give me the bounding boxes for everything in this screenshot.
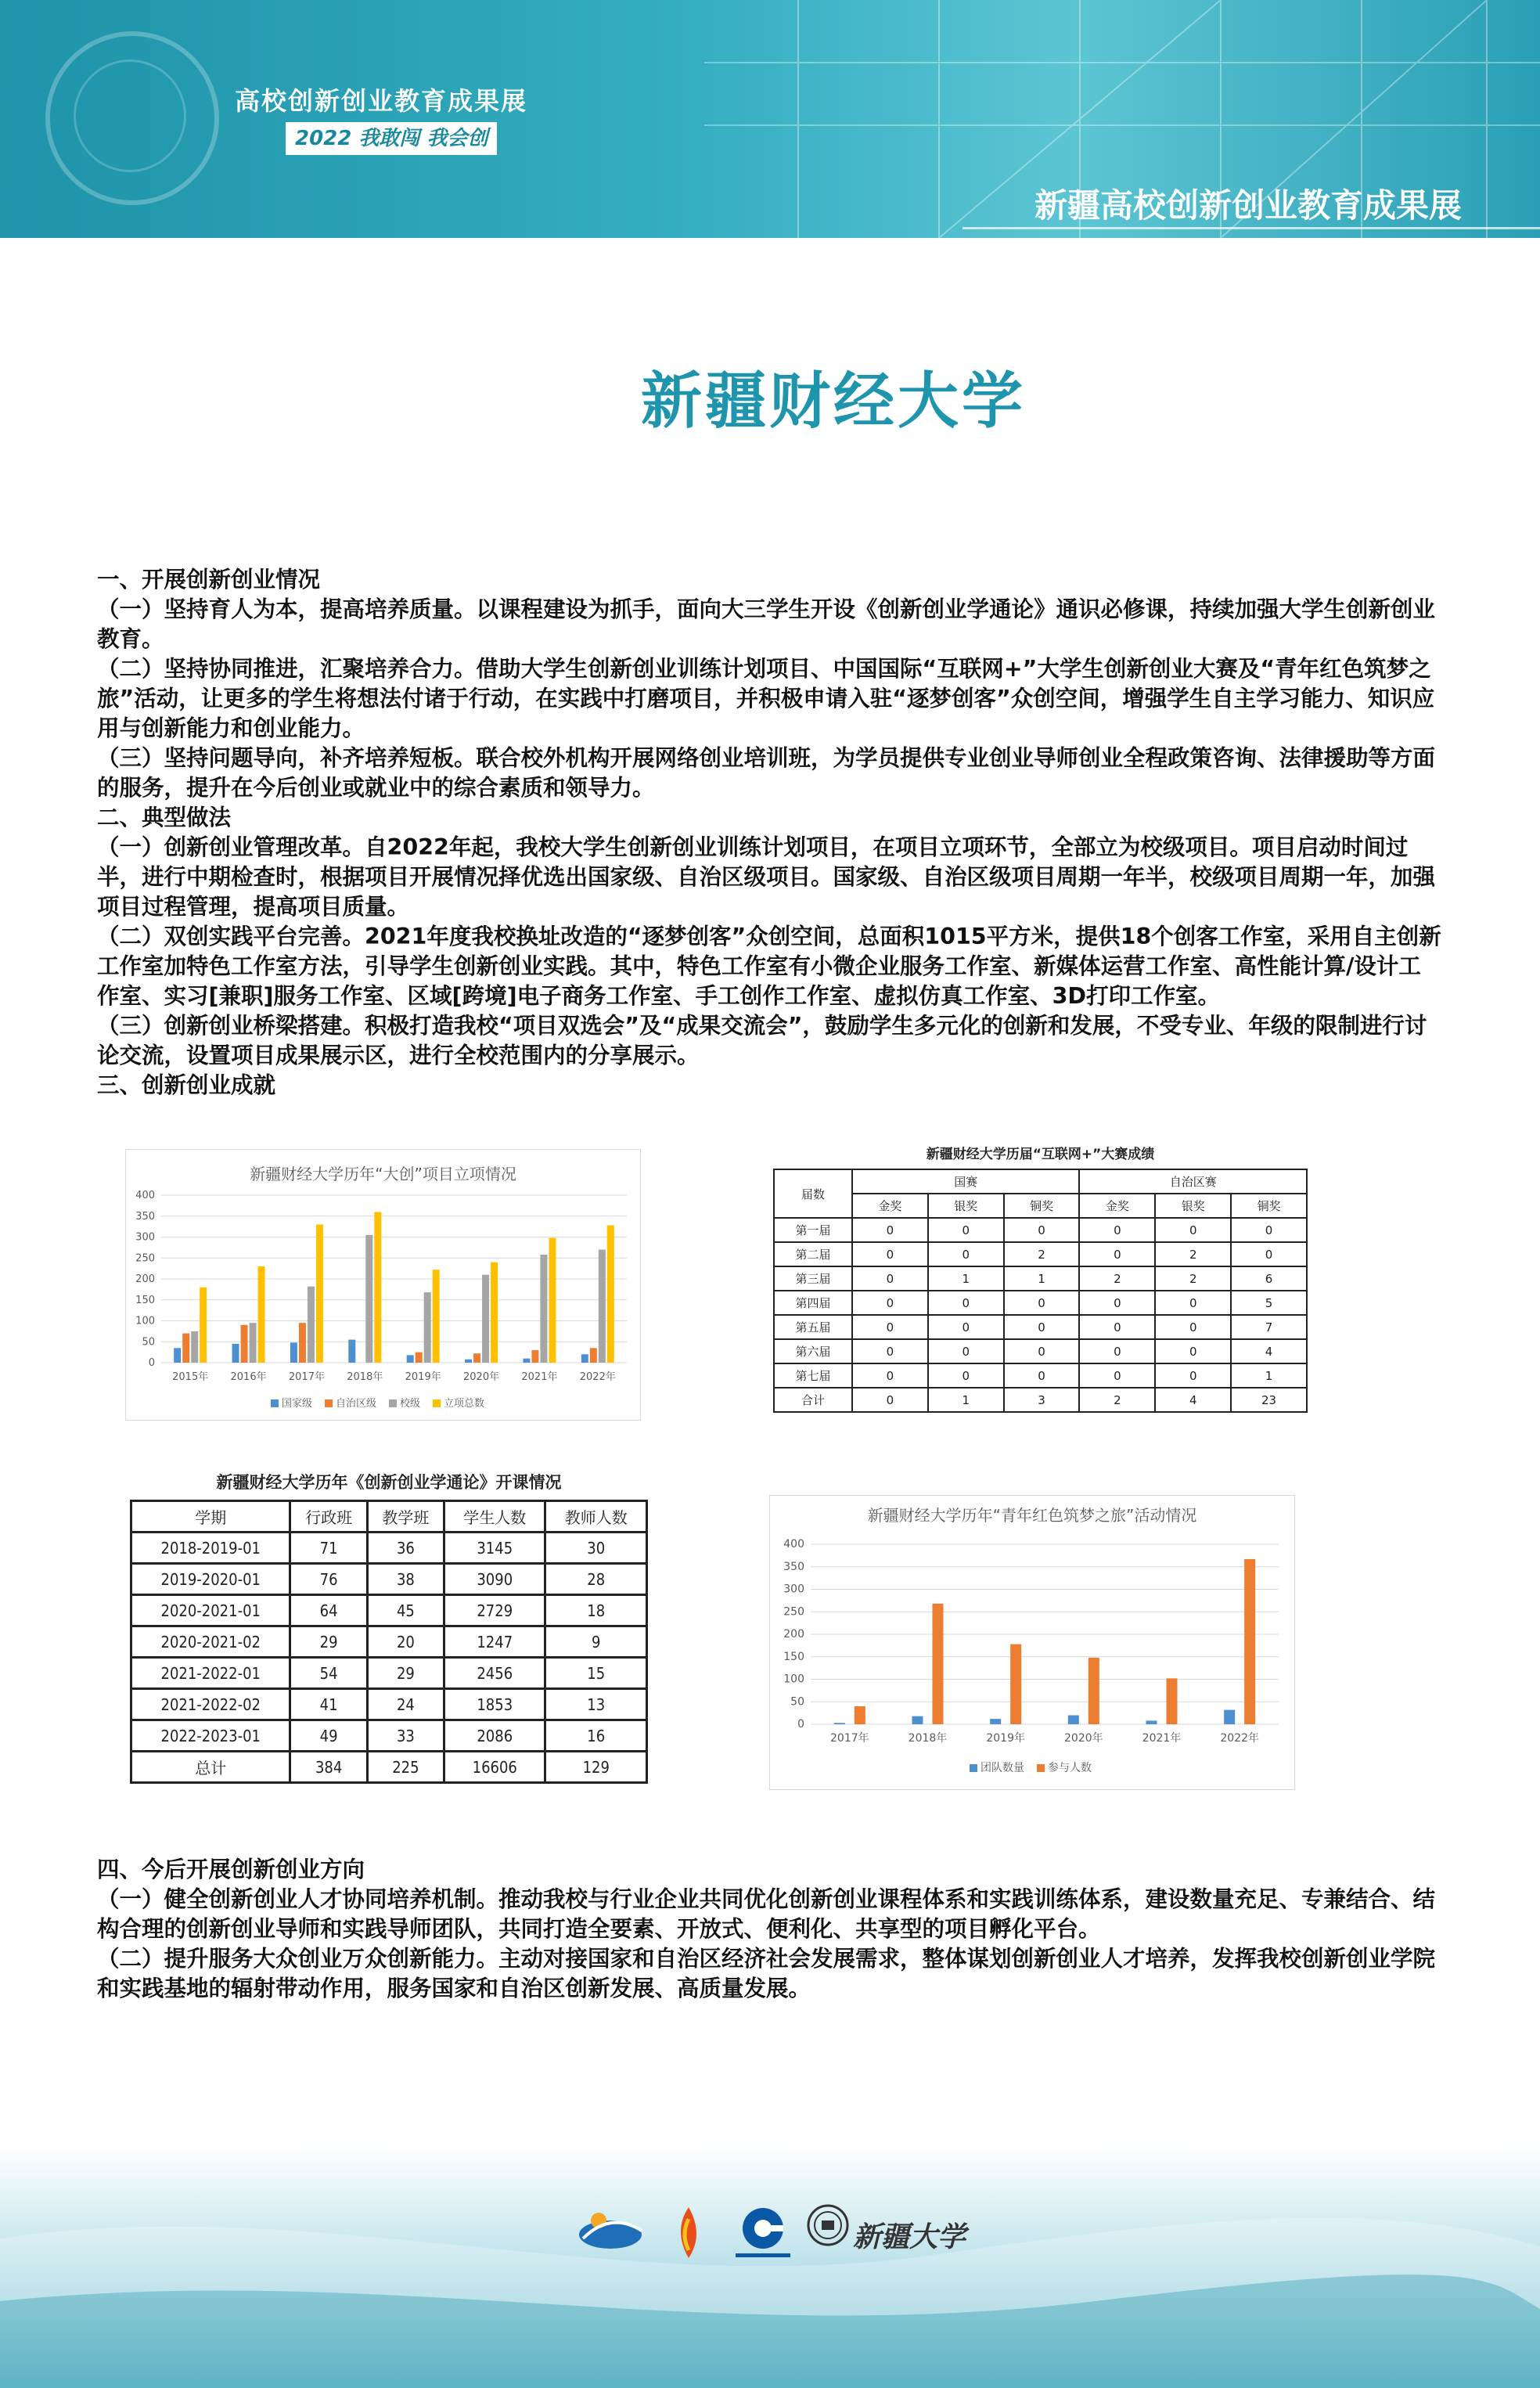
x-tick-label: 2022年	[1220, 1732, 1259, 1745]
table-cell: 23	[1231, 1388, 1307, 1412]
table-cell: 76	[290, 1564, 367, 1595]
bar-自治区级	[299, 1323, 306, 1363]
table-cell: 2019-2020-01	[131, 1564, 290, 1595]
table-subheader: 银奖	[928, 1194, 1004, 1218]
bar-校级	[482, 1275, 489, 1363]
paragraph: （一）坚持育人为本，提高培养质量。以课程建设为抓手，面向大三学生开设《创新创业学通论》通识必修课，持续加强大学生创新创业教育。	[97, 596, 1436, 652]
table-subheader: 银奖	[1155, 1194, 1231, 1218]
y-tick-label: 100	[783, 1673, 804, 1686]
table-row	[131, 1533, 647, 1564]
table-cell: 6	[1231, 1266, 1307, 1291]
paragraph: （二）双创实践平台完善。2021年度我校换址改造的“逐梦创客”众创空间，总面积1015平方米，提供18个创客工作室，采用自主创新工作室加特色工作室方法，引导学生创新创业实践。其中，特色工作室有小微企业服务工作室、新媒体运营工作室、高性能计算/设计工作室、实习[兼职]服务工作室、区域[跨境]电子商务工作室、手工创作工作室、虚拟仿真工作室、3D打印工作室。	[97, 924, 1441, 1009]
sponsor-logo-1-icon	[575, 2203, 646, 2254]
bar-参与人数	[1167, 1678, 1178, 1724]
bar-参与人数	[1088, 1658, 1099, 1724]
y-tick-label: 0	[797, 1718, 804, 1731]
table-row	[131, 1720, 647, 1752]
table-cell: 0	[1079, 1315, 1155, 1339]
table-cell: 0	[1004, 1339, 1080, 1363]
bar-团队数量	[1224, 1710, 1235, 1724]
paragraph: （三）坚持问题导向，补齐培养短板。联合校外机构开展网络创业培训班，为学员提供专业创业导师创业全程政策咨询、法律援助等方面的服务，提升在今后创业或就业中的综合素质和领导力。	[97, 745, 1436, 801]
y-tick-label: 150	[135, 1294, 155, 1306]
table-header: 届数	[774, 1169, 852, 1218]
table-cell: 0	[1004, 1291, 1080, 1315]
table-cell: 1	[928, 1388, 1004, 1412]
table-cell: 0	[1079, 1242, 1155, 1266]
expo-title: 高校创新创业教育成果展	[235, 86, 528, 116]
bar-自治区级	[531, 1350, 538, 1363]
table-cell: 0	[1079, 1218, 1155, 1242]
bar-团队数量	[1068, 1716, 1079, 1725]
bar-国家级	[523, 1359, 530, 1363]
y-tick-label: 250	[783, 1605, 804, 1619]
table-cell: 第四届	[774, 1291, 852, 1315]
table-header: 教学班	[367, 1501, 444, 1533]
table-cell: 0	[852, 1339, 928, 1363]
table-cell: 2018-2019-01	[131, 1533, 290, 1564]
y-tick-label: 400	[135, 1190, 155, 1201]
bar-自治区级	[473, 1353, 480, 1363]
table-cell: 2086	[444, 1720, 545, 1752]
table-cell: 2456	[444, 1658, 545, 1689]
university-emblem-watermark	[45, 31, 219, 205]
table-cell: 第三届	[774, 1266, 852, 1291]
bar-参与人数	[855, 1706, 865, 1724]
table-row	[774, 1291, 1307, 1315]
table-cell: 合计	[774, 1388, 852, 1412]
table-cell: 45	[367, 1595, 444, 1626]
section-heading: 四、今后开展创新创业方向	[97, 1857, 365, 1882]
table-cell: 2	[1079, 1266, 1155, 1291]
table-title: 新疆财经大学历届“互联网+”大赛成绩	[926, 1147, 1155, 1162]
table-header: 学期	[131, 1501, 290, 1533]
table-cell: 2021-2022-01	[131, 1658, 290, 1689]
table-cell: 15	[545, 1658, 647, 1689]
table-cell: 0	[1155, 1218, 1231, 1242]
table-cell: 33	[367, 1720, 444, 1752]
y-tick-label: 150	[783, 1650, 804, 1663]
table-cell: 0	[852, 1218, 928, 1242]
table-cell: 64	[290, 1595, 367, 1626]
table-cell: 0	[928, 1242, 1004, 1266]
header-underline	[962, 227, 1540, 229]
legend-swatch	[1037, 1764, 1045, 1772]
table-cell: 38	[367, 1564, 444, 1595]
table-cell: 0	[928, 1291, 1004, 1315]
table-cell: 20	[367, 1626, 444, 1658]
footer-band	[0, 2145, 1540, 2388]
table-cell: 49	[290, 1720, 367, 1752]
table-row	[774, 1315, 1307, 1339]
chart-title: 新疆财经大学历年“大创”项目立项情况	[250, 1165, 516, 1183]
table-cell: 29	[290, 1626, 367, 1658]
bar-团队数量	[990, 1719, 1001, 1724]
table-cell: 0	[1079, 1291, 1155, 1315]
x-tick-label: 2020年	[1064, 1732, 1103, 1745]
legend-swatch	[271, 1399, 279, 1407]
footer-wave-decoration	[0, 2145, 1540, 2388]
y-tick-label: 50	[142, 1336, 155, 1349]
paragraph: （一）健全创新创业人才协同培养机制。推动我校与行业企业共同优化创新创业课程体系和实践训练体系，建设数量充足、专兼结合、结构合理的创新创业导师和实践导师团队，共同打造全要素、开放式、便利化、共享型的项目孵化平台。	[97, 1886, 1436, 1942]
x-tick-label: 2020年	[463, 1371, 500, 1383]
y-tick-label: 200	[135, 1273, 155, 1285]
table-cell: 13	[545, 1689, 647, 1720]
legend-label: 参与人数	[1048, 1762, 1092, 1774]
table-internet-plus	[773, 1169, 1308, 1413]
bar-国家级	[581, 1354, 588, 1363]
table-cell: 16606	[444, 1752, 545, 1783]
paragraph: （二）提升服务大众创业万众创新能力。主动对接国家和自治区经济社会发展需求，整体谋划创新创业人才培养，发挥我校创新创业学院和实践基地的辐射带动作用，服务国家和自治区创新发展、高质量发展。	[97, 1946, 1436, 2001]
table-cell: 3145	[444, 1533, 545, 1564]
bar-校级	[365, 1235, 372, 1363]
table-cell: 1	[1004, 1266, 1080, 1291]
body-text	[97, 565, 1443, 1100]
table-title: 新疆财经大学历年《创新创业学通论》开课情况	[216, 1473, 562, 1492]
chart-red-journey-svg	[770, 1496, 1294, 1789]
table-cell: 5	[1231, 1291, 1307, 1315]
table-cell: 2020-2021-02	[131, 1626, 290, 1658]
bar-校级	[599, 1250, 606, 1363]
table-row	[774, 1388, 1307, 1412]
bar-自治区级	[416, 1352, 423, 1363]
x-tick-label: 2021年	[1142, 1732, 1182, 1745]
table-cell: 0	[1079, 1339, 1155, 1363]
table-cell: 1247	[444, 1626, 545, 1658]
table-cell: 0	[852, 1242, 928, 1266]
bar-参与人数	[1010, 1644, 1021, 1724]
table-cell: 29	[367, 1658, 444, 1689]
table-cell: 2020-2021-01	[131, 1595, 290, 1626]
table-cell: 第六届	[774, 1339, 852, 1363]
x-tick-label: 2018年	[347, 1371, 383, 1383]
table-cell: 41	[290, 1689, 367, 1720]
legend-label: 团队数量	[980, 1762, 1024, 1774]
table-cell: 0	[1004, 1315, 1080, 1339]
chart-dachuang-svg	[126, 1150, 640, 1420]
header-right-title: 新疆高校创新创业教育成果展	[1034, 186, 1462, 225]
table-cell: 2	[1004, 1242, 1080, 1266]
table-row	[774, 1242, 1307, 1266]
table-cell: 30	[545, 1533, 647, 1564]
table-cell: 28	[545, 1564, 647, 1595]
header-banner	[0, 0, 1540, 238]
bar-立项总数	[491, 1262, 498, 1363]
table-cell: 0	[1004, 1218, 1080, 1242]
bar-立项总数	[549, 1238, 556, 1363]
table-row	[131, 1564, 647, 1595]
bar-立项总数	[200, 1288, 207, 1363]
table-subheader: 金奖	[852, 1194, 928, 1218]
table-cell: 54	[290, 1658, 367, 1689]
x-tick-label: 2019年	[986, 1732, 1025, 1745]
table-cell: 71	[290, 1533, 367, 1564]
bar-国家级	[232, 1344, 239, 1363]
table-subheader: 金奖	[1079, 1194, 1155, 1218]
table-row	[774, 1363, 1307, 1388]
table-cell: 1	[1231, 1363, 1307, 1388]
y-tick-label: 300	[135, 1231, 155, 1244]
bar-团队数量	[1146, 1720, 1157, 1724]
table-course-wrap	[130, 1470, 648, 1784]
chart-title: 新疆财经大学历年“青年红色筑梦之旅”活动情况	[867, 1506, 1197, 1525]
y-tick-label: 200	[783, 1628, 804, 1641]
table-cell: 第一届	[774, 1218, 852, 1242]
table-cell: 18	[545, 1595, 647, 1626]
table-cell: 0	[928, 1363, 1004, 1388]
chart-dachuang	[125, 1149, 641, 1421]
bar-国家级	[348, 1340, 355, 1363]
table-cell: 第二届	[774, 1242, 852, 1266]
legend-label: 国家级	[282, 1398, 313, 1410]
body-text-future	[97, 1855, 1443, 2004]
table-header: 国赛	[852, 1169, 1079, 1194]
bar-国家级	[465, 1360, 472, 1363]
bank-logo-icon	[732, 2203, 794, 2262]
bar-校级	[191, 1331, 198, 1363]
bar-参与人数	[1244, 1559, 1255, 1724]
table-internet-plus-wrap	[773, 1143, 1308, 1413]
section-heading: 二、典型做法	[97, 805, 232, 830]
x-tick-label: 2021年	[521, 1371, 558, 1383]
legend-swatch	[389, 1399, 397, 1407]
table-cell: 384	[290, 1752, 367, 1783]
table-cell: 0	[1155, 1363, 1231, 1388]
table-cell: 0	[852, 1291, 928, 1315]
table-cell: 0	[928, 1315, 1004, 1339]
table-row	[774, 1339, 1307, 1363]
table-cell: 2	[1155, 1242, 1231, 1266]
university-logo-text: 新疆大学	[853, 2221, 966, 2253]
bar-参与人数	[933, 1604, 944, 1724]
table-row	[774, 1266, 1307, 1291]
table-cell: 16	[545, 1720, 647, 1752]
table-cell: 3	[1004, 1388, 1080, 1412]
table-cell: 2021-2022-02	[131, 1689, 290, 1720]
paragraph: （二）坚持协同推进，汇聚培养合力。借助大学生创新创业训练计划项目、中国国际“互联网+”大学生创新创业大赛及“青年红色筑梦之旅”活动，让更多的学生将想法付诸于行动，在实践中打磨项目，并积极申请入驻“逐梦创客”众创空间，增强学生自主学习能力、知识应用与创新能力和创业能力。	[97, 656, 1435, 741]
section-heading: 三、创新创业成就	[97, 1072, 276, 1098]
legend-label: 自治区级	[336, 1398, 377, 1410]
table-cell: 9	[545, 1626, 647, 1658]
y-tick-label: 50	[790, 1695, 804, 1709]
table-cell: 36	[367, 1533, 444, 1564]
table-cell: 0	[1231, 1218, 1307, 1242]
table-cell: 第五届	[774, 1315, 852, 1339]
table-cell: 0	[928, 1339, 1004, 1363]
bar-国家级	[407, 1355, 414, 1363]
table-cell: 2729	[444, 1595, 545, 1626]
bar-自治区级	[182, 1334, 189, 1363]
x-tick-label: 2018年	[908, 1732, 948, 1745]
table-cell: 总计	[131, 1752, 290, 1783]
bar-校级	[308, 1287, 315, 1363]
table-header: 学生人数	[444, 1501, 545, 1533]
y-tick-label: 100	[135, 1315, 155, 1327]
chart-red-journey	[769, 1495, 1295, 1790]
table-cell: 129	[545, 1752, 647, 1783]
legend-label: 校级	[400, 1398, 421, 1410]
table-cell: 7	[1231, 1315, 1307, 1339]
table-cell: 4	[1155, 1388, 1231, 1412]
bar-自治区级	[241, 1325, 248, 1363]
x-tick-label: 2016年	[230, 1371, 267, 1383]
table-cell: 第七届	[774, 1363, 852, 1388]
bar-校级	[424, 1292, 431, 1363]
x-tick-label: 2015年	[172, 1371, 209, 1383]
table-cell: 0	[1231, 1242, 1307, 1266]
table-cell: 2022-2023-01	[131, 1720, 290, 1752]
expo-tag: 2022 我敢闯 我会创	[286, 122, 497, 155]
bar-团队数量	[834, 1723, 845, 1724]
table-cell: 0	[1004, 1363, 1080, 1388]
bar-团队数量	[912, 1716, 923, 1724]
table-header: 行政班	[290, 1501, 367, 1533]
table-cell: 1	[928, 1266, 1004, 1291]
table-row	[774, 1218, 1307, 1242]
bar-立项总数	[433, 1270, 440, 1363]
y-tick-label: 400	[783, 1538, 804, 1551]
bar-立项总数	[374, 1212, 381, 1363]
table-cell: 24	[367, 1689, 444, 1720]
table-cell: 0	[852, 1315, 928, 1339]
table-cell: 0	[852, 1363, 928, 1388]
y-tick-label: 300	[783, 1583, 804, 1596]
table-subheader: 铜奖	[1004, 1194, 1080, 1218]
university-seal-icon	[806, 2203, 850, 2247]
legend-swatch	[433, 1399, 441, 1407]
bar-校级	[540, 1255, 547, 1363]
paragraph: （一）创新创业管理改革。自2022年起，我校大学生创新创业训练计划项目，在项目立项环节，全部立为校级项目。项目启动时间过半，进行中期检查时，根据项目开展情况择优选出国家级、自治区级项目。国家级、自治区级项目周期一年半，校级项目周期一年，加强项目过程管理，提高项目质量。	[97, 834, 1436, 920]
table-cell: 0	[1155, 1291, 1231, 1315]
table-cell: 0	[1155, 1339, 1231, 1363]
table-cell: 4	[1231, 1339, 1307, 1363]
x-tick-label: 2019年	[405, 1371, 441, 1383]
table-cell: 0	[1079, 1363, 1155, 1388]
sponsor-logo-2-icon	[669, 2203, 708, 2262]
table-header: 教师人数	[545, 1501, 647, 1533]
table-cell: 3090	[444, 1564, 545, 1595]
table-cell: 0	[852, 1266, 928, 1291]
bar-立项总数	[316, 1224, 323, 1363]
table-row	[131, 1658, 647, 1689]
y-tick-label: 350	[783, 1560, 804, 1573]
bar-立项总数	[258, 1266, 265, 1363]
table-cell: 2	[1079, 1388, 1155, 1412]
x-tick-label: 2022年	[579, 1371, 616, 1383]
legend-swatch	[970, 1764, 977, 1772]
x-tick-label: 2017年	[830, 1732, 869, 1745]
bar-国家级	[290, 1342, 297, 1363]
table-cell: 0	[852, 1388, 928, 1412]
table-cell: 1853	[444, 1689, 545, 1720]
table-row	[131, 1752, 647, 1783]
y-tick-label: 350	[135, 1210, 155, 1223]
bar-立项总数	[607, 1226, 614, 1363]
page-title: 新疆财经大学	[640, 366, 1026, 437]
bar-国家级	[174, 1348, 181, 1363]
x-tick-label: 2017年	[288, 1371, 325, 1383]
bar-自治区级	[590, 1348, 597, 1363]
bar-校级	[250, 1323, 257, 1363]
table-subheader: 铜奖	[1231, 1194, 1307, 1218]
section-heading: 一、开展创新创业情况	[97, 567, 321, 592]
table-course	[130, 1500, 648, 1784]
table-header: 自治区赛	[1079, 1169, 1307, 1194]
y-tick-label: 250	[135, 1252, 155, 1265]
table-cell: 225	[367, 1752, 444, 1783]
paragraph: （三）创新创业桥梁搭建。积极打造我校“项目双选会”及“成果交流会”，鼓励学生多元化的创新和发展，不受专业、年级的限制进行讨论交流，设置项目成果展示区，进行全校范围内的分享展示。	[97, 1013, 1427, 1068]
table-cell: 2	[1155, 1266, 1231, 1291]
table-row	[131, 1626, 647, 1658]
y-tick-label: 0	[148, 1357, 155, 1369]
table-cell: 0	[1155, 1315, 1231, 1339]
legend-label: 立项总数	[444, 1398, 485, 1410]
table-row	[131, 1689, 647, 1720]
legend-swatch	[325, 1399, 333, 1407]
table-cell: 0	[928, 1218, 1004, 1242]
table-row	[131, 1595, 647, 1626]
